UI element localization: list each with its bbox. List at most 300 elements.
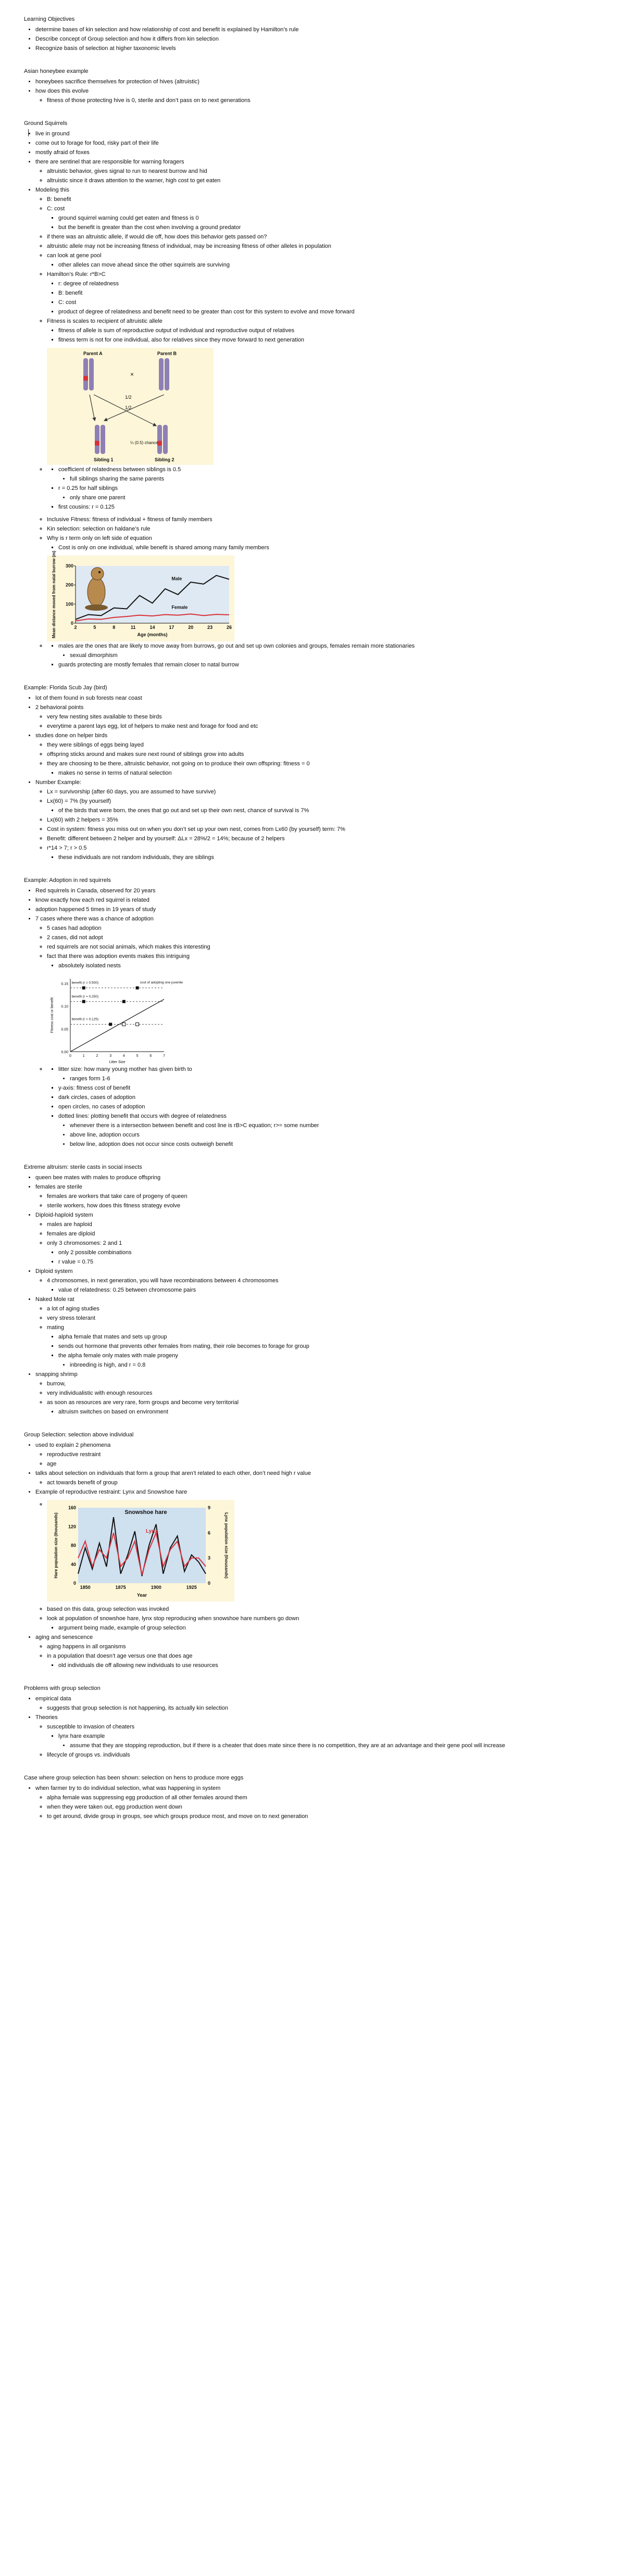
chromosome <box>101 425 105 454</box>
bullet-text: males are the ones that are likely to move away from burrows, go out and set up own colonies and groups, females remain more stationaries <box>58 643 415 649</box>
adopted-point <box>82 987 85 990</box>
bullet-text: Kin selection: selection on haldane’s rule <box>47 526 151 532</box>
adopted-point <box>109 1023 112 1026</box>
bullet-text: mostly afraid of foxes <box>35 149 90 156</box>
list-item <box>58 660 597 670</box>
bullet-text: know exactly how each red squirrel is related <box>35 897 149 903</box>
bullet-list <box>47 326 597 345</box>
note-section <box>24 1430 597 1670</box>
bullet-list <box>24 1173 597 1417</box>
hare-lynx-chart <box>47 1500 234 1601</box>
list-item <box>47 1750 597 1760</box>
bullet-text: absolutely isolated nests <box>58 963 121 969</box>
x-tick-label: 14 <box>149 625 155 630</box>
bullet-list <box>47 1285 597 1295</box>
bullet-text: Cost in system: fitness you miss out on when you don’t set up your own nest, comes from Lx60 (by yourself) term: 7% <box>47 826 345 832</box>
list-item <box>47 1229 597 1239</box>
bullet-list <box>47 1407 597 1417</box>
bullet-list <box>35 740 597 778</box>
list-item <box>35 1713 597 1760</box>
bullet-text: very individualistic with enough resources <box>47 1390 153 1396</box>
bullet-text: burrow, <box>47 1381 66 1387</box>
bullet-text: y-axis: fitness cost of benefit <box>58 1085 131 1091</box>
list-item <box>47 1201 597 1210</box>
chance-label: ¼ (0.5) chance <box>130 440 158 445</box>
bullet-list <box>35 195 597 670</box>
bullet-list <box>35 1793 597 1821</box>
bullet-text: Fitness is scales to recipient of altruistic allele <box>47 318 162 324</box>
x-tick-label: 5 <box>93 625 96 630</box>
bullet-text: argument being made, example of group selection <box>58 1625 186 1631</box>
note-section <box>24 67 597 105</box>
cross-symbol: × <box>130 371 134 378</box>
notes-document <box>24 15 597 1835</box>
adopted-point <box>122 1000 126 1003</box>
bullet-text: sterile workers, how does this fitness strategy evolve <box>47 1203 181 1209</box>
bullet-list <box>35 167 597 185</box>
bullet-text: can look at gene pool <box>47 252 102 259</box>
bullet-text: determine bases of kin selection and how relationship of cost and benefit is explained by Hamilton’s rule <box>35 27 299 33</box>
list-item <box>58 279 597 288</box>
list-item <box>35 185 597 670</box>
bullet-text: fitness of those protecting hive is 0, sterile and don’t pass on to next generations <box>47 97 251 104</box>
note-section <box>24 683 597 862</box>
bullet-list <box>58 651 597 660</box>
y-axis-label: Hare population size (thousands) <box>54 1512 58 1579</box>
y2-tick-label: 0 <box>208 1581 211 1586</box>
bullet-text: a lot of aging studies <box>47 1306 99 1312</box>
y-tick-label: 0.10 <box>61 1005 68 1009</box>
bullet-text: studies done on helper birds <box>35 733 108 739</box>
benefit-line-label: benefit (r = 0.125) <box>71 1017 99 1021</box>
list-item <box>47 534 597 552</box>
list-item <box>35 1182 597 1210</box>
bullet-text: r value = 0.75 <box>58 1259 93 1265</box>
series-label-female: Female <box>171 604 188 610</box>
squirrel-eye <box>98 571 101 573</box>
bullet-text: how does this evolve <box>35 88 89 94</box>
bullet-list <box>47 1332 597 1370</box>
list-item <box>47 759 597 778</box>
x-tick-label: 7 <box>163 1054 165 1058</box>
bullet-text: Theories <box>35 1714 58 1721</box>
bullet-list <box>47 768 597 778</box>
bullet-text: r*14 > 7; r > 0.5 <box>47 845 87 851</box>
bullet-list <box>47 1732 597 1750</box>
bullet-text: Lx(60) = 7% (by yourself) <box>47 798 111 804</box>
bullet-text: females are sterile <box>35 1184 82 1190</box>
section-heading: Example: Florida Scub Jay (bird) <box>24 685 107 691</box>
list-item <box>58 307 597 317</box>
bullet-list <box>35 1500 597 1633</box>
list-item <box>47 1192 597 1201</box>
bullet-list <box>58 1121 597 1149</box>
list-item <box>47 924 597 933</box>
section-heading: Ground Squirrels <box>24 120 68 127</box>
x-tick-label: 1900 <box>151 1585 161 1590</box>
bullet-text: ground squirrel warning could get eaten and fitness is 0 <box>58 215 199 221</box>
list-item <box>47 1459 597 1469</box>
list-item <box>47 1379 597 1388</box>
bullet-list <box>58 1074 597 1083</box>
x-tick-label: 26 <box>226 625 232 630</box>
y-axis-label: Fitness cost or benefit <box>51 997 54 1033</box>
list-item <box>58 961 597 970</box>
y2-tick-label: 6 <box>208 1530 211 1536</box>
x-axis-label: Age (months) <box>137 632 168 637</box>
bullet-text: adoption happened 5 times in 19 years of study <box>35 906 156 913</box>
y-tick-label: 120 <box>68 1524 76 1530</box>
list-item <box>47 1304 597 1314</box>
list-item <box>58 298 597 307</box>
list-item <box>47 524 597 534</box>
list-item <box>58 1351 597 1370</box>
bullet-text: Benefit: different between 2 helper and by yourself: ΔLx = 28%/2 = 14%; because of 2 helpers <box>47 836 285 842</box>
bullet-text: product of degree of relatedness and benefit need to be greater than cost for this system to evolve and move forward <box>58 309 355 315</box>
list-item <box>70 1360 597 1370</box>
adopted-point <box>136 987 139 990</box>
x-axis-label: Year <box>136 1593 147 1598</box>
bullet-list <box>35 1379 597 1417</box>
list-item <box>47 204 597 232</box>
bullet-text: the alpha female only mates with male progeny <box>58 1353 178 1359</box>
list-item <box>58 641 597 660</box>
list-item <box>47 1323 597 1370</box>
bullet-list <box>47 465 597 512</box>
bullet-text: above line, adoption occurs <box>70 1132 140 1138</box>
x-tick-label: 23 <box>207 625 213 630</box>
y-tick-label: 200 <box>65 582 73 588</box>
y-tick-label: 300 <box>65 563 73 569</box>
bullet-text: Describe concept of Group selection and how it differs from kin selection <box>35 36 219 42</box>
x-tick-label: 3 <box>109 1054 112 1058</box>
bullet-text: altruistic behavior, gives signal to run to nearest burrow and hid <box>47 168 207 174</box>
bullet-text: C: cost <box>58 299 77 306</box>
section-heading: Extreme altruism: sterile casts in social insects <box>24 1164 142 1170</box>
x-axis-label: Litter Size <box>109 1060 126 1064</box>
list-item <box>58 1102 597 1112</box>
bullet-text: Cost is only on one individual, while benefit is shared among many family members <box>58 545 269 551</box>
bullet-text: inbreeding is high, and r = 0.8 <box>70 1362 146 1368</box>
list-item <box>58 1732 597 1750</box>
x-tick-label: 1875 <box>115 1585 126 1590</box>
list-item <box>47 1812 597 1821</box>
list-item <box>35 731 597 778</box>
list-item <box>47 1314 597 1323</box>
bullet-text: guards protecting are mostly females that remain closer to natal burrow <box>58 662 239 668</box>
note-section <box>24 119 597 670</box>
list-item <box>47 787 597 797</box>
list-item <box>35 1441 597 1469</box>
bullet-text: to get around, divide group in groups, see which groups produce most, and move on to next generation <box>47 1813 308 1820</box>
list-item <box>70 493 597 502</box>
list-item <box>35 148 597 157</box>
bullet-list <box>24 1441 597 1670</box>
bullet-list <box>24 1784 597 1821</box>
list-item <box>35 1267 597 1295</box>
list-item <box>58 1083 597 1093</box>
bullet-text: but the benefit is greater than the cost when involving a ground predator <box>58 224 241 231</box>
list-item <box>35 1633 597 1670</box>
chromosome <box>157 425 162 454</box>
bullet-text: talks about selection on individuals that form a group that aren’t related to each other, don’t need high r value <box>35 1470 311 1476</box>
list-item <box>47 1478 597 1487</box>
list-item <box>58 1112 597 1149</box>
bullet-text: Red squirrels in Canada, observed for 20 years <box>35 888 156 894</box>
list-item <box>58 806 597 815</box>
bullet-list <box>35 712 597 731</box>
section-heading: Case where group selection has been shown: selection on hens to produce more eggs <box>24 1775 244 1781</box>
list-item <box>58 223 597 232</box>
bullet-text: ranges form 1-6 <box>70 1076 110 1082</box>
bullet-text: B: benefit <box>47 196 71 203</box>
parent-b-label: Parent B <box>157 351 177 356</box>
bullet-list <box>24 25 597 53</box>
list-item <box>58 484 597 502</box>
bullet-text: assume that they are stopping reproduction, but if there is a cheater that does mate since there is no competition, they are at an advantage and their gene pool will increase <box>70 1742 505 1749</box>
bullet-text: susceptible to invasion of cheaters <box>47 1724 135 1730</box>
list-item <box>47 167 597 176</box>
bullet-list <box>35 1642 597 1670</box>
list-item <box>35 86 597 105</box>
bullet-text: Naked Mole rat <box>35 1296 74 1303</box>
list-item <box>35 25 597 34</box>
bullet-list <box>35 1450 597 1469</box>
bullet-text: coefficient of relatedness between siblings is 0.5 <box>58 466 181 473</box>
bullet-text: B: benefit <box>58 290 83 296</box>
bullet-text: open circles, no cases of adoption <box>58 1104 145 1110</box>
list-item <box>47 722 597 731</box>
bullet-text: below line, adoption does not occur since costs outweigh benefit <box>70 1141 233 1147</box>
probability-label: 1/2 <box>125 395 132 400</box>
bullet-text: of the birds that were born, the ones that go out and set up their own nest, chance of survival is 7% <box>58 807 309 814</box>
list-item <box>58 1257 597 1267</box>
list-item <box>47 195 597 204</box>
y-tick-label: 100 <box>65 601 73 607</box>
note-section <box>24 15 597 53</box>
bullet-list <box>47 1248 597 1267</box>
bullet-text: r = 0.25 for half siblings <box>58 485 118 491</box>
list-item <box>58 1285 597 1295</box>
list-item <box>35 693 597 703</box>
list-item <box>70 1074 597 1083</box>
bullet-list <box>35 96 597 105</box>
bullet-text: Inclusive Fitness: fitness of individual + fitness of family members <box>47 516 213 523</box>
bullet-text: very stress tolerant <box>47 1315 95 1321</box>
bullet-list <box>58 1360 597 1370</box>
bullet-text: fitness term is not for one individual, also for relatives since they move forward to next generation <box>58 337 305 343</box>
bullet-text: very few nesting sites available to these birds <box>47 714 162 720</box>
bullet-text: 7 cases where there was a chance of adoption <box>35 916 154 922</box>
adopted-point <box>82 1000 85 1003</box>
bullet-text: Lx = survivorship (after 60 days, you are assumed to have survive) <box>47 789 216 795</box>
bullet-list <box>35 1276 597 1295</box>
bullet-text: only 3 chromosomes: 2 and 1 <box>47 1240 122 1246</box>
list-item <box>70 1140 597 1149</box>
list-item <box>35 778 597 862</box>
bullet-text: Diploid-haploid system <box>35 1212 93 1218</box>
bullet-text: these individuals are not random individuals, they are siblings <box>58 854 215 861</box>
x-tick-label: 6 <box>149 1054 152 1058</box>
section-heading: Group Selection: selection above individual <box>24 1432 134 1438</box>
list-item <box>35 129 597 138</box>
bullet-text: lifecycle of groups vs. individuals <box>47 1752 130 1758</box>
list-item <box>47 1388 597 1398</box>
list-item <box>47 740 597 750</box>
not-adopted-point <box>122 1023 126 1026</box>
not-adopted-point <box>136 1023 139 1026</box>
list-item <box>58 326 597 335</box>
list-item <box>35 1784 597 1821</box>
section-heading: Problems with group selection <box>24 1685 101 1691</box>
bullet-text: age <box>47 1461 57 1467</box>
list-item <box>47 1276 597 1295</box>
y-tick-label: 0.05 <box>61 1028 68 1032</box>
y2-axis-label: Lynx population size (thousands) <box>224 1512 229 1579</box>
bullet-text: fitness of allele is sum of reproductive output of individual and reproductive output of relatives <box>58 327 295 334</box>
bullet-text: come out to forage for food, risky part of their life <box>35 140 159 146</box>
chromosome <box>89 358 94 390</box>
list-item <box>35 34 597 44</box>
bullet-list <box>35 1304 597 1370</box>
list-item <box>47 834 597 843</box>
bullet-text: whenever there is a intersection between benefit and cost line is rB>C equation; r>= some number <box>70 1122 319 1129</box>
bullet-text: honeybees sacrifice themselves for protection of hives (altruistic) <box>35 79 199 85</box>
bullet-list <box>47 1065 597 1149</box>
list-item <box>47 952 597 970</box>
list-item <box>35 1210 597 1267</box>
y-tick-label: ◦ 0 <box>73 1581 76 1586</box>
bullet-list <box>47 806 597 815</box>
list-item <box>35 905 597 914</box>
list-item <box>47 96 597 105</box>
list-item <box>70 651 597 660</box>
x-tick-label: 1850 <box>80 1585 91 1590</box>
bullet-text: r: degree of relatedness <box>58 281 119 287</box>
allele-marker <box>95 441 99 446</box>
y-tick-label: 80 <box>70 1543 76 1548</box>
x-tick-label: 17 <box>169 625 174 630</box>
x-tick-label: 1 <box>82 1054 85 1058</box>
list-item <box>58 853 597 862</box>
bullet-text: Lx(60) with 2 helpers = 35% <box>47 817 118 823</box>
list-item <box>47 942 597 952</box>
bullet-text: sends out hormone that prevents other females from mating, their role becomes to forage for group <box>58 1343 309 1349</box>
list-item <box>58 1065 597 1083</box>
allele-marker <box>83 376 88 381</box>
y-tick-label: ◦ 0 <box>70 621 73 626</box>
cost-line-label: cost of adopting one juvenile <box>140 980 183 984</box>
list-item <box>35 703 597 731</box>
list-item <box>35 157 597 185</box>
bullet-text: based on this data, group selection was invoked <box>47 1606 169 1612</box>
squirrel-mound <box>85 604 108 611</box>
list-item <box>47 1500 597 1601</box>
bullet-list <box>58 493 597 502</box>
bullet-list <box>35 1220 597 1267</box>
bullet-list <box>24 693 597 862</box>
bullet-text: reproductive restraint <box>47 1451 101 1458</box>
list-item <box>70 1130 597 1140</box>
list-item <box>35 914 597 1149</box>
list-item <box>35 886 597 895</box>
chart-title: Snowshoe hare <box>124 1509 167 1516</box>
text-cursor <box>28 129 29 136</box>
squirrel-body <box>88 577 105 607</box>
y-tick-label: 0.15 <box>61 982 68 986</box>
bullet-list <box>47 1623 597 1633</box>
bullet-text: alpha female that mates and sets up group <box>58 1334 167 1340</box>
section-heading: Learning Objectives <box>24 16 75 22</box>
bullet-text: Modeling this <box>35 187 69 193</box>
list-item <box>47 232 597 242</box>
note-section <box>24 1163 597 1417</box>
bullet-text: litter size: how many young mother has given birth to <box>58 1066 192 1072</box>
list-item <box>35 1295 597 1370</box>
sibling-1-label: Sibling 1 <box>94 457 114 462</box>
list-item <box>47 750 597 759</box>
bullet-text: offspring sticks around and makes sure next round of siblings grow into adults <box>47 751 244 757</box>
bullet-text: snapping shrimp <box>35 1371 78 1378</box>
list-item <box>58 213 597 223</box>
bullet-list <box>47 961 597 970</box>
bullet-list <box>35 1703 597 1713</box>
x-tick-label: 4 <box>122 1054 125 1058</box>
adoption-chart <box>47 974 183 1065</box>
bullet-list <box>24 1694 597 1760</box>
parent-a-label: ◦ Parent A <box>83 351 103 356</box>
note-section <box>24 876 597 1149</box>
list-item <box>58 335 597 345</box>
bullet-text: full siblings sharing the same parents <box>70 476 164 482</box>
bullet-list <box>24 886 597 1149</box>
list-item <box>47 317 597 345</box>
bullet-list <box>35 1722 597 1760</box>
list-item <box>47 1220 597 1229</box>
list-item <box>47 515 597 524</box>
bullet-text: there are sentinel that are responsible for warning foragers <box>35 159 184 165</box>
bullet-list <box>24 77 597 105</box>
list-item <box>47 1450 597 1459</box>
bullet-list <box>24 129 597 670</box>
benefit-line-label: benefit (r = 0.500) <box>71 981 99 985</box>
list-item <box>47 1651 597 1670</box>
bullet-text: Why is r term only on left side of equation <box>47 535 152 541</box>
bullet-text: red squirrels are not social animals, which makes this interesting <box>47 944 210 950</box>
list-item <box>58 1248 597 1257</box>
bullet-text: when they were taken out, egg production went down <box>47 1804 182 1810</box>
list-item <box>47 1722 597 1750</box>
list-item <box>35 1469 597 1487</box>
list-item <box>47 1614 597 1633</box>
list-item <box>70 1121 597 1130</box>
x-tick-label: 11 <box>130 625 136 630</box>
chromosome <box>83 358 88 390</box>
bullet-list <box>47 641 597 670</box>
x-tick-label: 0 <box>69 1054 71 1058</box>
list-item <box>35 1370 597 1417</box>
y-axis-label: Mean distance moved from natal burrow (m) <box>52 550 56 639</box>
bullet-text: act towards benefit of group <box>47 1480 118 1486</box>
chromosome <box>95 425 99 454</box>
bullet-text: dark circles, cases of adoption <box>58 1094 135 1101</box>
bullet-text: 2 behavioral points <box>35 704 84 711</box>
list-item <box>47 1642 597 1651</box>
bullet-text: mating <box>47 1324 65 1331</box>
bullet-text: lynx hare example <box>58 1733 105 1739</box>
bullet-text: only 2 possible combinations <box>58 1249 132 1256</box>
bullet-text: females are diploid <box>47 1231 95 1237</box>
